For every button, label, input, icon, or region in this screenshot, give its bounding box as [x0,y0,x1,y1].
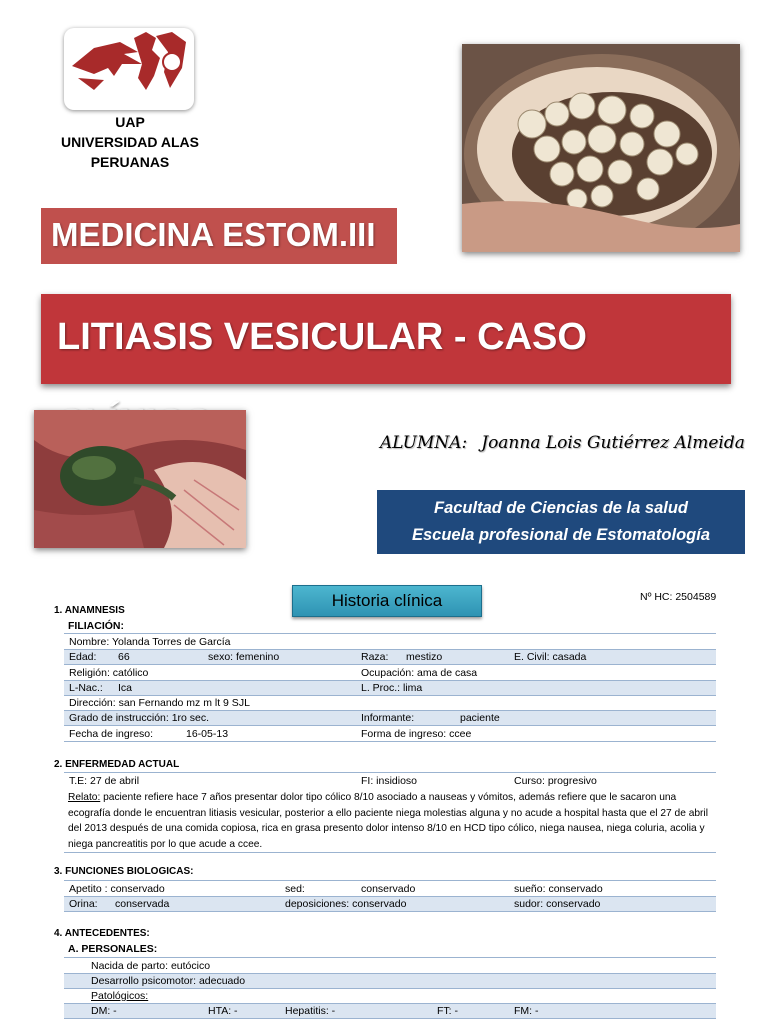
ocupacion: Ocupación: ama de casa [361,667,478,679]
sudor: sudor: conservado [514,898,601,910]
faculty-line1: Facultad de Ciencias de la salud [433,499,688,517]
divider [64,957,716,958]
patologicos: Patológicos: [91,990,149,1002]
orina-label: Orina: [69,898,98,910]
edad-label: Edad: [69,651,97,663]
course-banner: MEDICINA ESTOM.III [41,208,397,264]
edad-value: 66 [118,651,130,663]
divider [64,880,716,881]
student-line [380,433,745,453]
case-title-banner: LITIASIS VESICULAR - CASO [41,294,731,384]
uni-name-line1: UNIVERSIDAD ALAS [61,134,199,150]
section-funciones: 3. FUNCIONES BIOLOGICAS: [54,866,194,877]
table-row [64,974,716,989]
table-row [64,727,716,742]
sueno: sueño: conservado [514,883,603,895]
table-row [64,711,716,726]
hta: HTA: - [208,1005,238,1017]
lnac-value: Ica [118,682,133,694]
table-row [64,897,716,912]
divider [64,633,716,634]
nombre: Nombre: Yolanda Torres de García [69,636,231,648]
faculty-box [377,490,745,554]
section-antecedentes: 4. ANTECEDENTES: [54,928,150,939]
curso: Curso: progresivo [514,775,597,787]
table-row [64,681,716,696]
divider [64,772,716,773]
table-row [64,1004,716,1019]
relato-text: paciente refiere hace 7 años presentar dolor tipo cólico 8/10 asociado a nauseas y vómitos, además refiere que le sacaron una ecografía donde le encuentran litiasis vesicular, posterior a ello paciente niega molestias alguna y no acude a hospital hasta que el 27 de abril del 2013 después de una comida copiosa, rica en grasa presento dolor intenso 8/10 en HCD tipo cólico, niega nausea, niega coluria, acolia y niega pancreatitis por lo que acude a ccee. [68,792,708,850]
ft: FT: - [437,1005,458,1017]
university-logo [64,28,194,110]
table-row [64,666,716,681]
fm: FM: - [514,1005,539,1017]
table-row [64,989,716,1004]
hc-number: Nº HC: 2504589 [640,591,717,603]
student-label: ALUMNA: [380,433,468,453]
uni-name-line2: PERUANAS [90,154,170,170]
sed-label: sed: [285,883,305,895]
table-row [64,635,716,650]
apetito: Apetito : conservado [69,883,165,895]
condor-logo-icon [64,28,194,110]
raza-label: Raza: [361,651,389,663]
uni-short: UAP [115,114,145,130]
fecha-value: 16-05-13 [186,728,229,740]
deposiciones: deposiciones: conservado [285,898,407,910]
table-row [64,650,716,665]
faculty-line2: Escuela profesional de Estomatología [412,526,710,544]
gallstones-photo [462,44,740,252]
personales-title: A. PERSONALES: [68,943,158,955]
historia-clinica-button[interactable]: Historia clínica [292,585,482,617]
sed-value: conservado [361,883,416,895]
relato-paragraph [68,790,718,852]
section-enfermedad: 2. ENFERMEDAD ACTUAL [54,759,180,770]
fecha-label: Fecha de ingreso: [69,728,154,740]
student-name: Joanna Lois Gutiérrez Almeida [481,433,745,453]
psicomotor: Desarrollo psicomotor: adecuado [91,975,246,987]
informante-value: paciente [460,712,500,724]
hepatitis: Hepatitis: - [285,1005,336,1017]
sexo: sexo: femenino [208,651,280,663]
parto: Nacida de parto: eutócico [91,960,211,972]
lproc: L. Proc.: lima [361,682,423,694]
filiacion-title: FILIACIÓN: [68,620,124,632]
relato-label: Relato: [68,792,101,803]
grado-instruccion: Grado de instrucción: 1ro sec. [69,712,210,724]
section-anamnesis: 1. ANAMNESIS [54,605,125,616]
dm: DM: - [91,1005,117,1017]
orina-value: conservada [115,898,170,910]
informante-label: Informante: [361,712,415,724]
table-row [64,696,716,711]
university-name [40,112,220,172]
table-row [64,774,716,789]
forma-inicio: FI: insidioso [361,775,418,787]
raza-value: mestizo [406,651,443,663]
tiempo-enfermedad: T.E: 27 de abril [69,775,140,787]
lnac-label: L-Nac.: [69,682,103,694]
divider [64,852,716,853]
religion: Religión: católico [69,667,149,679]
estado-civil: E. Civil: casada [514,651,587,663]
table-row [64,882,716,897]
forma-ingreso: Forma de ingreso: ccee [361,728,472,740]
gallbladder-photo [34,410,246,548]
table-row [64,959,716,974]
direccion: Dirección: san Fernando mz m lt 9 SJL [69,697,250,709]
